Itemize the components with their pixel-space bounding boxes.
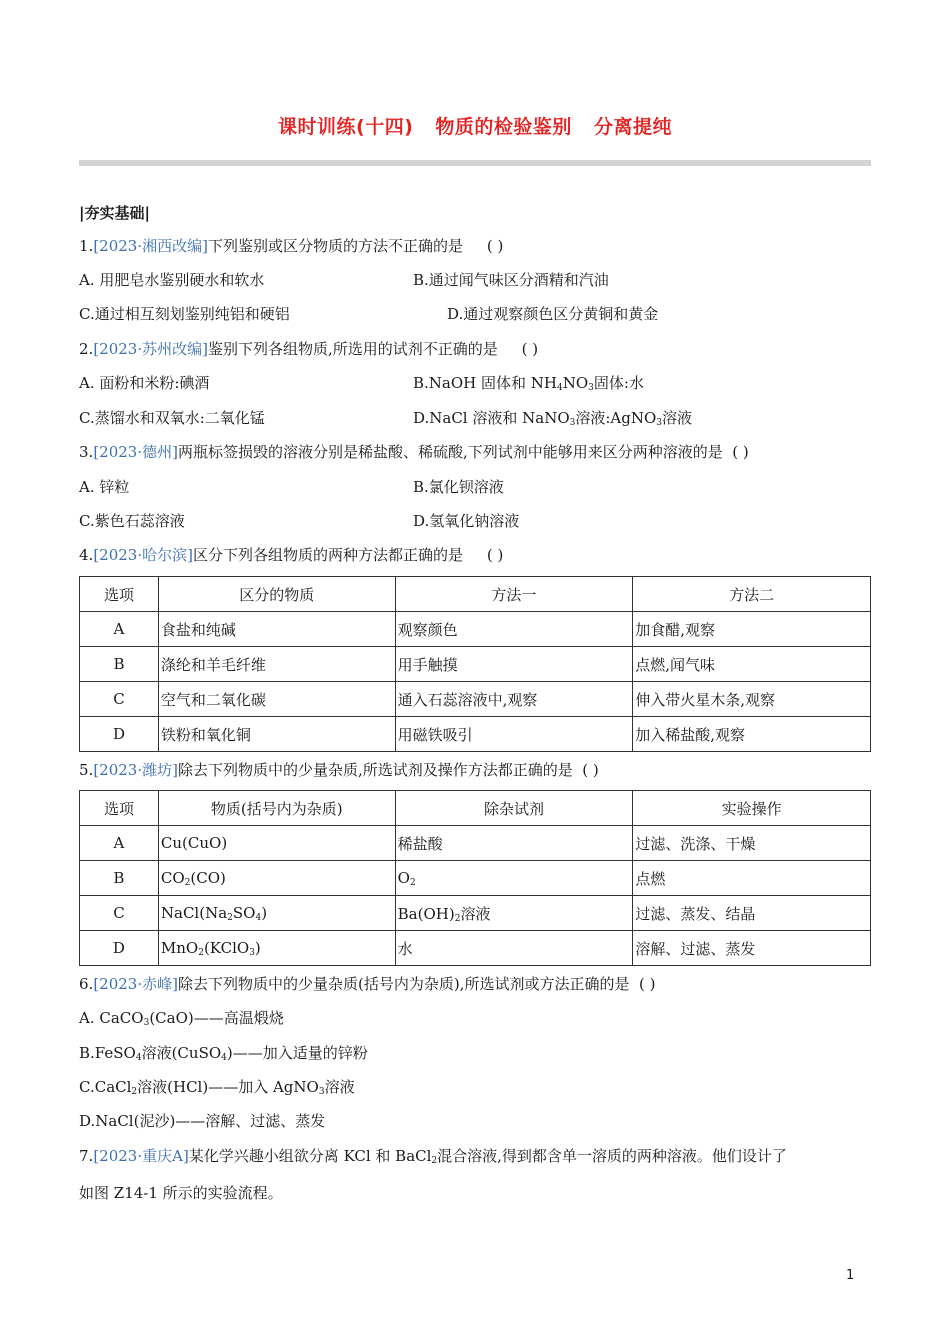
q2-option-a: A. 面粉和米粉:碘酒	[79, 374, 210, 392]
q5-table	[79, 790, 871, 966]
header-cell: 方法一	[395, 577, 633, 612]
question-7-continuation: 如图 Z14-1 所示的实验流程。	[79, 1184, 283, 1202]
cell: 加入稀盐酸,观察	[633, 717, 871, 752]
question-6-stem: 6.[2023·赤峰]除去下列物质中的少量杂质(括号内为杂质),所选试剂或方法正确的是 ( )	[79, 975, 656, 993]
table-row	[80, 826, 871, 861]
table-row	[80, 861, 871, 896]
q3-option-c: C.紫色石蕊溶液	[79, 512, 185, 530]
option-cell: B	[80, 647, 159, 682]
table-row	[80, 647, 871, 682]
reagent-cell: 稀盐酸	[395, 826, 633, 861]
q4-table	[79, 576, 871, 752]
cell: 加食醋,观察	[633, 612, 871, 647]
operation-cell: 溶解、过滤、蒸发	[633, 931, 871, 966]
table-header-row	[80, 577, 871, 612]
table-row	[80, 717, 871, 752]
cell: 铁粉和氧化铜	[158, 717, 395, 752]
title-divider	[79, 160, 871, 166]
q6-option-b: B.FeSO$_4$溶液(CuSO$_4$)——加入适量的锌粉	[79, 1044, 368, 1063]
question-4-stem: 4.[2023·哈尔滨]区分下列各组物质的两种方法都正确的是 ( )	[79, 546, 504, 564]
table-header-row	[80, 791, 871, 826]
q1-option-d: D.通过观察颜色区分黄铜和黄金	[447, 305, 659, 323]
operation-cell: 点燃	[633, 861, 871, 896]
question-5-stem: 5.[2023·潍坊]除去下列物质中的少量杂质,所选试剂及操作方法都正确的是 ( )	[79, 761, 599, 779]
substance-cell: $CO_2(CO)$	[158, 861, 395, 896]
q6-option-d: D.NaCl(泥沙)——溶解、过滤、蒸发	[79, 1112, 326, 1130]
section-heading: |夯实基础|	[79, 204, 150, 222]
option-cell: D	[80, 717, 159, 752]
page-title: 课时训练(十四) 物质的检验鉴别 分离提纯	[278, 116, 672, 138]
cell: 涤纶和羊毛纤维	[158, 647, 395, 682]
q2-option-c: C.蒸馏水和双氧水:二氧化锰	[79, 409, 265, 427]
q1-option-c: C.通过相互刻划鉴别纯铝和硬铝	[79, 305, 290, 323]
q6-option-a: A. CaCO$_3$(CaO)——高温煅烧	[79, 1009, 284, 1028]
q1-option-a: A. 用肥皂水鉴别硬水和软水	[79, 271, 265, 289]
header-cell: 方法二	[633, 577, 871, 612]
table-row	[80, 896, 871, 931]
substance-cell: Cu(CuO)	[158, 826, 395, 861]
operation-cell: 过滤、洗涤、干燥	[633, 826, 871, 861]
cell: 通入石蕊溶液中,观察	[395, 682, 633, 717]
question-7-stem: 7.[2023·重庆A]某化学兴趣小组欲分离 KCl 和 BaCl$_2$混合溶液,得到都含单一溶质的两种溶液。他们设计了	[79, 1147, 787, 1166]
header-cell: 选项	[80, 791, 159, 826]
header-cell: 实验操作	[633, 791, 871, 826]
substance-cell: $NaCl(Na_2SO_4)$	[158, 896, 395, 931]
cell: 食盐和纯碱	[158, 612, 395, 647]
cell: 用磁铁吸引	[395, 717, 633, 752]
option-cell: C	[80, 682, 159, 717]
q2-option-d: D.NaCl 溶液和 NaNO$_3$溶液:AgNO$_3$溶液	[413, 409, 693, 428]
header-cell: 除杂试剂	[395, 791, 633, 826]
option-cell: A	[80, 612, 159, 647]
question-2-stem: 2.[2023·苏州改编]鉴别下列各组物质,所选用的试剂不正确的是 ( )	[79, 340, 539, 358]
cell: 观察颜色	[395, 612, 633, 647]
option-cell: A	[80, 826, 159, 861]
option-cell: D	[80, 931, 159, 966]
option-cell: B	[80, 861, 159, 896]
operation-cell: 过滤、蒸发、结晶	[633, 896, 871, 931]
table-row	[80, 682, 871, 717]
q3-option-d: D.氢氧化钠溶液	[413, 512, 520, 530]
cell: 点燃,闻气味	[633, 647, 871, 682]
table-row	[80, 612, 871, 647]
header-cell: 物质(括号内为杂质)	[158, 791, 395, 826]
option-cell: C	[80, 896, 159, 931]
question-1-stem: 1.[2023·湘西改编]下列鉴别或区分物质的方法不正确的是 ( )	[79, 237, 504, 255]
reagent-cell: $O_2$	[395, 861, 633, 896]
q2-option-b: B.NaOH 固体和 $NH_4NO_3$固体:水	[413, 374, 644, 393]
reagent-cell: $Ba(OH)_2$溶液	[395, 896, 633, 931]
q3-option-a: A. 锌粒	[79, 478, 130, 496]
substance-cell: MnO$_2$(KClO$_3$)	[158, 931, 395, 966]
cell: 空气和二氧化碳	[158, 682, 395, 717]
q1-option-b: B.通过闻气味区分酒精和汽油	[413, 271, 609, 289]
reagent-cell: 水	[395, 931, 633, 966]
header-cell: 选项	[80, 577, 159, 612]
table-row	[80, 931, 871, 966]
q3-option-b: B.氯化钡溶液	[413, 478, 504, 496]
header-cell: 区分的物质	[158, 577, 395, 612]
page-number: 1	[846, 1268, 855, 1283]
q6-option-c: C.CaCl$_2$溶液(HCl)——加入 AgNO$_3$溶液	[79, 1078, 355, 1097]
cell: 用手触摸	[395, 647, 633, 682]
cell: 伸入带火星木条,观察	[633, 682, 871, 717]
question-3-stem: 3.[2023·德州]两瓶标签损毁的溶液分别是稀盐酸、稀硫酸,下列试剂中能够用来区分两种溶液的是 ( )	[79, 443, 749, 461]
